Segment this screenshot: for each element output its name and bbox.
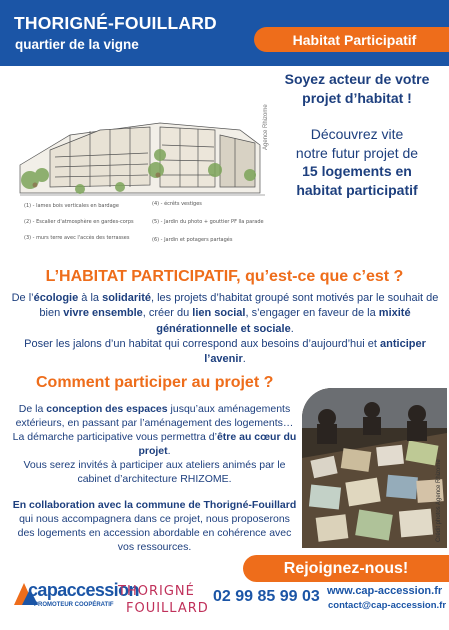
photo-credit: Crédit photos Agence Rhizome [436, 459, 442, 542]
capaccession-logo-text: capaccession [28, 580, 139, 600]
sketch-legend-right-2: (5) - Jardin du photo + gouttier PF lla parade [152, 219, 264, 225]
section-2-title: Comment participer au projet ? [36, 374, 274, 391]
sketch-legend-left-1: (1) - lames bois verticales en bardage [24, 203, 119, 209]
sketch-legend-right-1: (4) - écrêts vestiges [152, 201, 202, 207]
intro-line-5: 15 logements en [302, 163, 412, 179]
section-1-title: L’HABITAT PARTICIPATIF, qu’est-ce que c’est ? [45, 268, 404, 285]
architectural-sketch [10, 75, 275, 255]
city-logo-line-1: THORIGNÉ [118, 584, 195, 599]
section-1-text: De l’écologie à la solidarité, les projets d’habitat groupé sont motivés par le souhait de bien vivre ensemble, créer du lien social, s’engager en faveur de la mixité générationnelle et sociale. Poser les jalons d’un habitat qui correspond aux besoins d’aujourd’hui et anticiper l’avenir. [11, 292, 439, 366]
city-logo-line-2: FOUILLARD [126, 601, 209, 616]
sketch-legend-left-3: (3) - murs terre avec l'accès des terrasses [24, 235, 130, 241]
intro-line-2: projet d’habitat ! [302, 90, 412, 106]
district-subtitle: quartier de la vigne [15, 37, 139, 52]
intro-block [262, 70, 449, 199]
intro-line-6: habitat participatif [296, 181, 418, 198]
join-us-banner: Rejoignez-nous! [243, 555, 449, 582]
sketch-legend-left-2: (2) - Escalier d'atmosphère en gardes-corps [24, 219, 134, 225]
intro-line-4: notre futur projet de [295, 144, 419, 161]
intro-line-1: Soyez acteur de votre [284, 71, 430, 87]
habitat-participatif-tag: Habitat Participatif [254, 27, 449, 52]
workshop-photo [302, 388, 447, 548]
email-link[interactable]: contact@cap-accession.fr [328, 600, 447, 611]
sketch-credit: Agence Rhizome [263, 104, 269, 150]
phone-number[interactable]: 02 99 85 99 03 [213, 588, 320, 605]
capaccession-logo-subtitle: PROMOTEUR COOPÉRATIF [34, 602, 114, 608]
intro-line-3: Découvrez vite [310, 126, 404, 142]
city-title: THORIGNÉ-FOUILLARD [14, 13, 217, 33]
section-2-text: De la conception des espaces jusqu’aux aménagements extérieurs, en passant par l’aménagement des logements… La démarche participative vous permettra d’être au cœur du projet. Vous serez invités à participer aux ateliers animés par le cabinet d’architecture RHIZOME. En collaboration avec la commune de Thorigné-Fouillard qui nous accompagnera dans ce projet, nous proposerons des logements en accession abordable en cohérence avec vos ressources. [12, 403, 297, 553]
sketch-legend-right-3: (6) - Jardin et potagers partagés [152, 237, 233, 243]
website-link[interactable]: www.cap-accession.fr [327, 585, 443, 597]
